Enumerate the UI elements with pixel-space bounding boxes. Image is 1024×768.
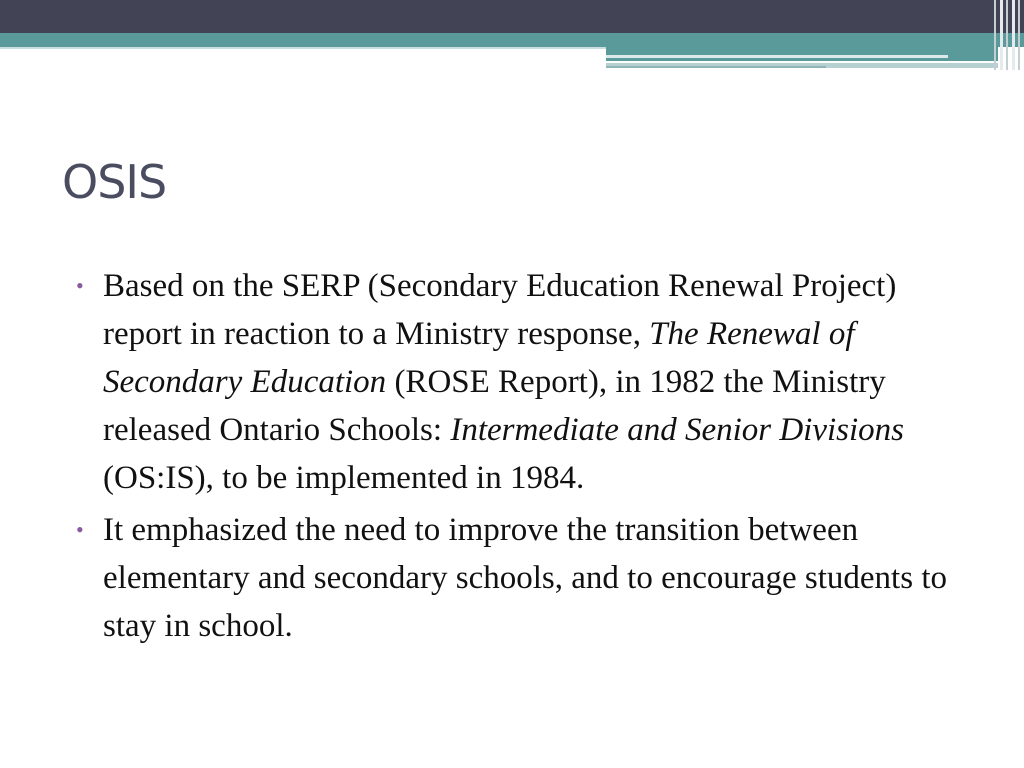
- bullet-text: (ROSE Report), in 1982 the Ministry released Ontario Schools:: [103, 364, 886, 448]
- bullet-item: [76, 262, 976, 502]
- report-title-italic: The Renewal of Secondary Education: [103, 316, 855, 400]
- header-tab-extension: [606, 47, 998, 61]
- header-tab-line: [606, 66, 826, 68]
- header-teal-band: [0, 33, 1024, 47]
- bullet-text: (OS:IS), to be implemented in 1984.: [103, 460, 585, 496]
- bullet-icon: •: [76, 517, 84, 542]
- header-rail: [994, 0, 996, 70]
- header-rail: [1006, 0, 1008, 70]
- header-light-line: [0, 47, 608, 49]
- publication-title-italic: Intermediate and Senior Divisions: [450, 412, 905, 448]
- bullet-icon: •: [76, 273, 84, 298]
- header-rail: [1018, 0, 1020, 70]
- header-rail: [1000, 0, 1003, 70]
- bullet-text: Based on the SERP (Secondary Education Renewal Project) report in reaction to a Ministry response,: [103, 268, 897, 352]
- bullet-item: [76, 506, 976, 650]
- header-tab-line: [606, 55, 948, 58]
- header-dark-band: [0, 0, 1024, 33]
- bullet-list: [76, 262, 976, 654]
- bullet-text: It emphasized the need to improve the transition between elementary and secondary schools, and to encourage students to stay in school.: [103, 512, 947, 644]
- slide-title: OSIS: [62, 155, 167, 209]
- header-rail: [1012, 0, 1015, 70]
